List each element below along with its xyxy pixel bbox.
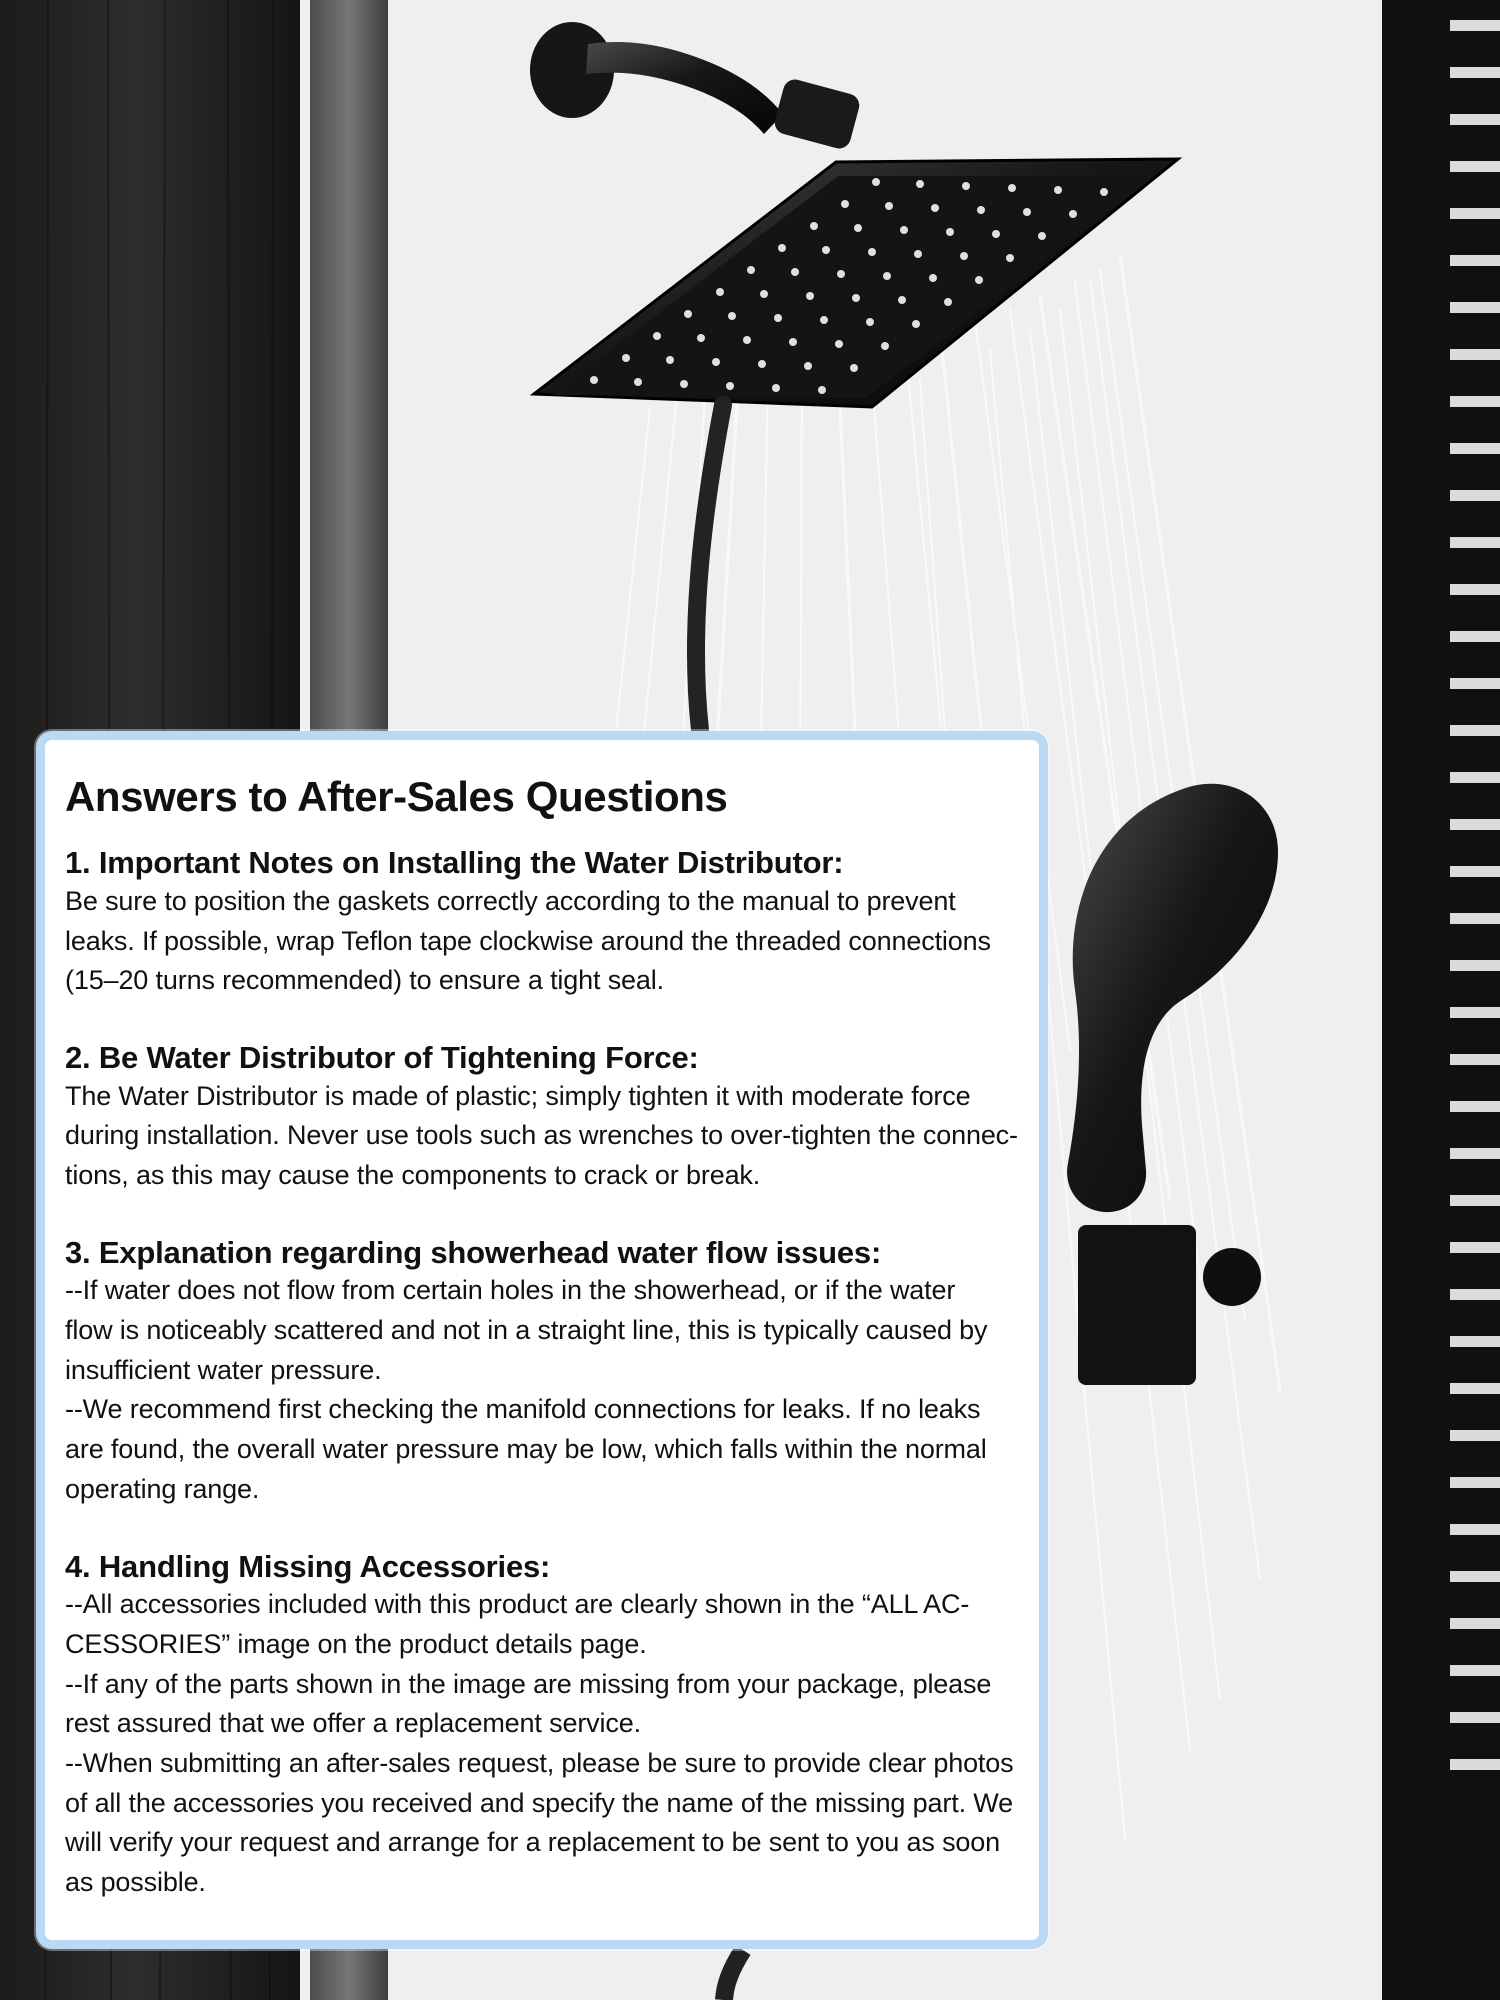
section-heading: 2. Be Water Distributor of Tightening Force:: [65, 1040, 699, 1076]
section-paragraph: --When submitting an after-sales request, please be sure to provide clear photos of all the accessories you received and specify the name of the missing part. We will verify your request and arrange for a replacement to be sent to you as soon as possible.: [65, 1747, 1014, 1897]
section-heading: 4. Handling Missing Accessories:: [65, 1548, 551, 1584]
section-paragraph: --All accessories included with this product are clearly shown in the “ALL AC- CESSORIES” image on the product details page.: [65, 1589, 970, 1659]
section-water-flow-issues: [65, 1235, 1055, 1510]
section-paragraph: --If any of the parts shown in the image are missing from your package, please rest assured that we offer a replacement service.: [65, 1668, 992, 1739]
section-heading: 3. Explanation regarding showerhead water flow issues:: [65, 1234, 882, 1270]
section-paragraph: Be sure to position the gaskets correctly according to the manual to prevent leaks. If possible, wrap Teflon tape clockwise around the threaded connections (15–20 turns recommended) to ensure a tight seal.: [65, 886, 991, 996]
section-missing-accessories: [65, 1549, 1055, 1903]
section-paragraph: The Water Distributor is made of plastic; simply tighten it with moderate force during installation. Never use tools such as wrenches to over-tighten the connec- tions, as this may cause the components to crack or break.: [65, 1080, 1018, 1191]
section-paragraph: --We recommend first checking the manifold connections for leaks. If no leaks are found, the overall water pressure may be low, which falls within the normal operating range.: [65, 1394, 987, 1504]
page-title: Answers to After-Sales Questions: [65, 773, 728, 820]
section-tightening-force: [65, 1040, 1055, 1196]
section-paragraph: --If water does not flow from certain holes in the showerhead, or if the water flow is noticeably scattered and not in a straight line, this is typically caused by insufficient water pressure.: [65, 1275, 988, 1385]
after-sales-answer-card: [36, 731, 1048, 1949]
section-heading: 1. Important Notes on Installing the Water Distributor:: [65, 845, 844, 881]
section-installing-water-distributor: [65, 845, 1055, 1001]
after-sales-content: [65, 774, 1055, 1903]
